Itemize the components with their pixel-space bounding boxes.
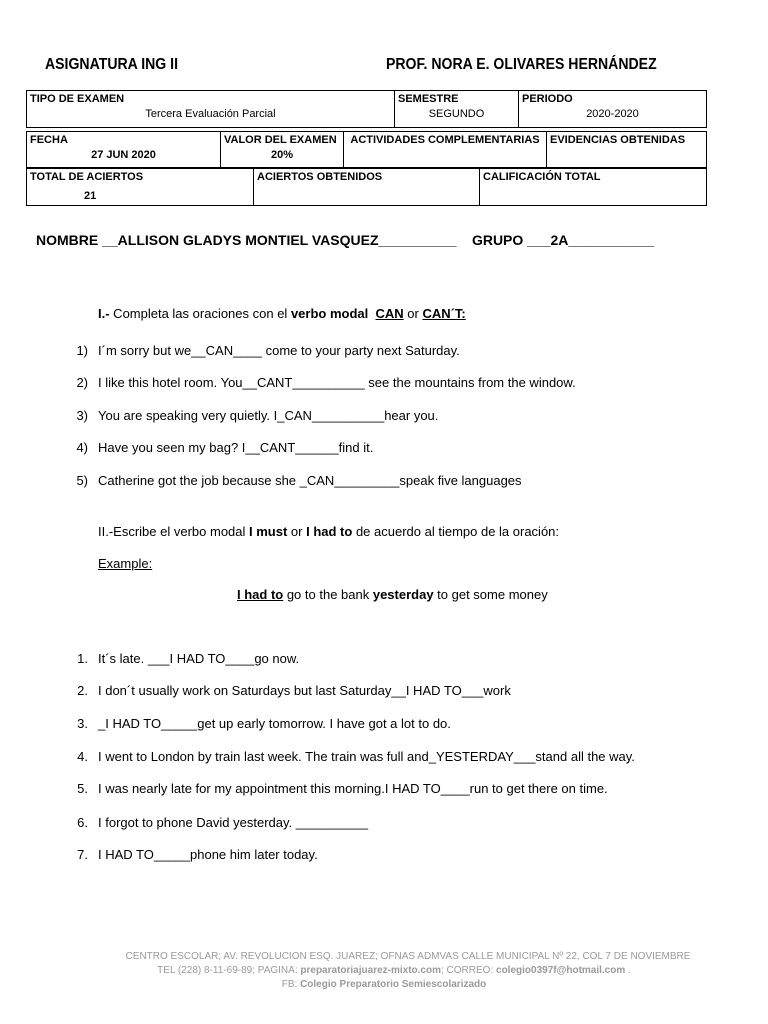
- date-cell: [27, 132, 221, 168]
- section2-instruction: [98, 524, 559, 539]
- example-label-text: Example:: [98, 556, 153, 571]
- teacher-header: PROF. NORA E. OLIVARES HERNÁNDEZ: [386, 56, 657, 73]
- exam-value-value: 20%: [270, 149, 294, 161]
- semester-cell: [395, 91, 519, 128]
- list-item-number: 2.: [77, 683, 88, 698]
- list-item: You are speaking very quietly. I_CAN__________hear you.: [98, 408, 439, 423]
- footer-fb-name: Colegio Preparatorio Semiescolarizado: [300, 979, 487, 990]
- period-value: 2020-2020: [586, 108, 639, 120]
- section1-or: or: [403, 306, 423, 321]
- evidence-cell: [547, 132, 707, 168]
- section1-can: CAN: [375, 306, 404, 321]
- example-label: [98, 556, 152, 571]
- list-item: Have you seen my bag? I__CANT______find it.: [98, 440, 374, 455]
- footer-mail-link[interactable]: colegio0397f@hotmail.com: [496, 965, 626, 976]
- exam-info-row2: [26, 131, 707, 168]
- footer-mail-end: .: [625, 965, 631, 976]
- semester-value: SEGUNDO: [428, 108, 485, 120]
- example-yesterday: yesterday: [372, 587, 434, 602]
- section1-cant: CAN´T:: [422, 306, 466, 321]
- exam-value-cell: [221, 132, 344, 168]
- list-item: I was nearly late for my appointment this morning.I HAD TO____run to get there on time.: [98, 781, 608, 796]
- obtained-label: ACIERTOS OBTENIDOS: [257, 171, 383, 183]
- section2-text-a: II.-Escribe el verbo modal: [98, 524, 250, 539]
- footer-contact: [10, 965, 768, 976]
- list-item-number: 7.: [77, 847, 88, 862]
- activities-cell: [344, 132, 547, 168]
- activities-label: ACTIVIDADES COMPLEMENTARIAS: [350, 134, 540, 146]
- section1-instruction: [98, 306, 466, 321]
- exam-value-label: VALOR DEL EXAMEN: [224, 134, 337, 146]
- section1-text-a: Completa las oraciones con el: [109, 306, 291, 321]
- list-item-number: 6.: [77, 815, 88, 830]
- list-item: It´s late. ___I HAD TO____go now.: [98, 651, 300, 666]
- list-item: I went to London by train last week. The train was full and_YESTERDAY___stand all the way.: [98, 749, 635, 764]
- section2-had-to: I had to: [306, 524, 353, 539]
- student-name: NOMBRE __ALLISON GLADYS MONTIEL VASQUEZ__________: [36, 232, 457, 248]
- exam-type-cell: [27, 91, 395, 128]
- footer-fb-label: FB:: [281, 979, 301, 990]
- exam-info-row1: [26, 90, 707, 128]
- period-cell: [519, 91, 707, 128]
- period-label: PERIODO: [522, 93, 573, 105]
- section1-bold: verbo modal: [290, 306, 369, 321]
- section2-or: or: [287, 524, 307, 539]
- list-item-number: 5): [76, 473, 88, 488]
- footer-facebook: [0, 979, 768, 990]
- section2-text-b: de acuerdo al tiempo de la oración:: [352, 524, 560, 539]
- student-group: GRUPO ___2A___________: [471, 232, 655, 248]
- example-had-to: I had to: [237, 587, 284, 602]
- list-item-number: 3.: [77, 716, 88, 731]
- list-item: I forgot to phone David yesterday. __________: [98, 815, 369, 830]
- evidence-label: EVIDENCIAS OBTENIDAS: [550, 134, 686, 146]
- grade-cell: [480, 169, 707, 206]
- example-text-b: go to the bank: [283, 587, 373, 602]
- section2-must: I must: [249, 524, 288, 539]
- section1-numeral: I.-: [98, 306, 110, 321]
- list-item-number: 5.: [77, 781, 88, 796]
- footer-mail-label: ; CORREO:: [441, 965, 497, 976]
- total-cell: [27, 169, 254, 206]
- list-item: Catherine got the job because she _CAN_________speak five languages: [98, 473, 522, 488]
- obtained-cell: [254, 169, 480, 206]
- footer-web-link[interactable]: preparatoriajuarez-mixto.com: [300, 965, 441, 976]
- student-name-line: [36, 232, 654, 248]
- list-item: I like this hotel room. You__CANT__________ see the mountains from the window.: [98, 375, 576, 390]
- list-item: _I HAD TO_____get up early tomorrow. I have got a lot to do.: [98, 716, 451, 731]
- list-item-number: 2): [76, 375, 88, 390]
- list-item: I HAD TO_____phone him later today.: [98, 847, 318, 862]
- list-item: I don´t usually work on Saturdays but last Saturday__I HAD TO___work: [98, 683, 511, 698]
- footer-address: CENTRO ESCOLAR; AV. REVOLUCION ESQ. JUAREZ; OFNAS ADMVAS CALLE MUNICIPAL Nº 22, COL 7 DE NOVIEMBRE: [125, 951, 691, 962]
- exam-type-label: TIPO DE EXAMEN: [30, 93, 125, 105]
- footer-tel: TEL (228) 8-11-69-89; PAGINA:: [157, 965, 301, 976]
- grade-label: CALIFICACIÓN TOTAL: [483, 171, 601, 183]
- list-item-number: 1): [76, 343, 88, 358]
- list-item-number: 1.: [77, 651, 88, 666]
- example-text-d: to get some money: [433, 587, 548, 602]
- total-value: 21: [84, 190, 97, 202]
- exam-type-value: Tercera Evaluación Parcial: [145, 108, 276, 120]
- exam-info-row3: [26, 168, 707, 206]
- semester-label: SEMESTRE: [398, 93, 459, 105]
- date-value: 27 JUN 2020: [91, 149, 156, 161]
- list-item-number: 4.: [77, 749, 88, 764]
- example-sentence: [237, 587, 548, 602]
- total-label: TOTAL DE ACIERTOS: [30, 171, 144, 183]
- list-item-number: 4): [76, 440, 88, 455]
- list-item-number: 3): [76, 408, 88, 423]
- subject-header: ASIGNATURA ING II: [45, 56, 178, 73]
- date-label: FECHA: [30, 134, 68, 146]
- list-item: I´m sorry but we__CAN____ come to your party next Saturday.: [98, 343, 460, 358]
